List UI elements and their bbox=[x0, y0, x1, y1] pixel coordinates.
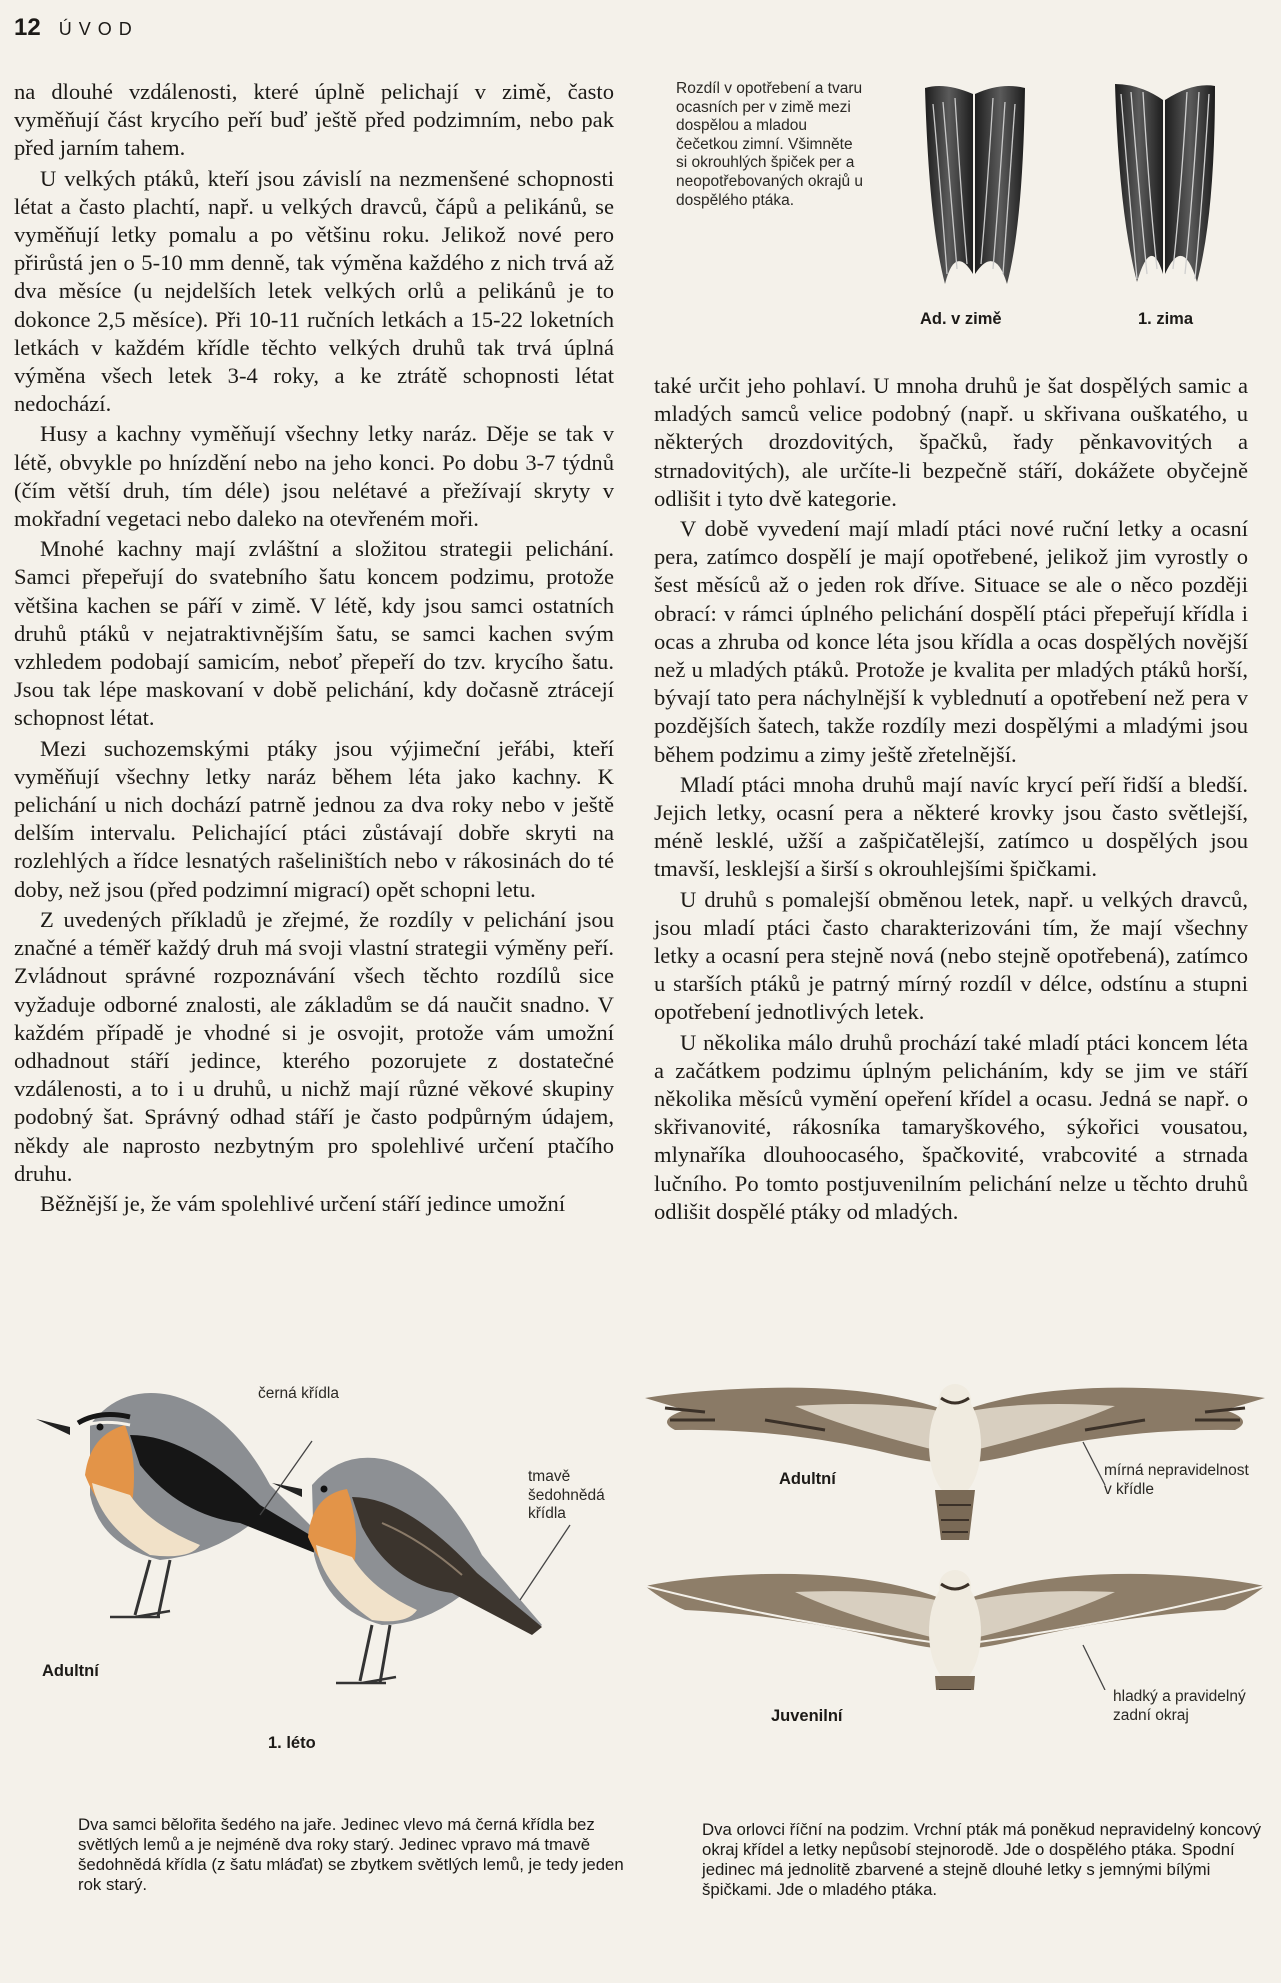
paragraph: Mnohé kachny mají zvláštní a složitou strategii pelichání. Samci přepeřují do svatebního šatu koncem podzimu, protože většina kachen se páří v zimě. V létě, kdy jsou samci ostatních druhů ptáků v nejatraktivnějším šatu, se samci kachen svým vzhledem podobají samicím, neboť přepeří do tzv. krycího šatu. Jsou tak lépe maskovaní v době pelichání, kdy dočasně ztrácejí schopnost létat. bbox=[14, 536, 614, 731]
wheatear-caption: Dva samci bělořita šedého na jaře. Jedinec vlevo má černá křídla bez světlých lemů a je nejméně dva roky starý. Jedinec vpravo má tmavě šedohnědá křídla (z šatu mláďat) se zbytkem světlých lemů, je tedy jeden rok starý. bbox=[78, 1815, 624, 1894]
paragraph: Z uvedených příkladů je zřejmé, že rozdíly v pelichání jsou značné a téměř každý druh má svoji vlastní strategii výměny peří. Zvládnout správné rozpoznávání všech těchto rozdílů sice vyžaduje odborné znalosti, ale základům se dá naučit snadno. V každém případě je vhodné si je osvojit, protože vám umožní odhadnout stáří jedince, kterého pozorujete z dostatečné vzdálenosti, a to i u druhů, u nichž mají různé věkové skupiny podobný šat. Správný odhad stáří je často podpůrným údajem, někdy ale naprosto nezbytným pro spolehlivé určení ptačího druhu. bbox=[14, 906, 614, 1186]
wheatear-note-black: černá křídla bbox=[258, 1385, 339, 1402]
young-wheatear-icon bbox=[272, 1458, 542, 1683]
wheatear-note-brown: tmavě šedohnědá křídla bbox=[528, 1468, 605, 1523]
wheatear-label-young: 1. léto bbox=[268, 1734, 316, 1752]
right-column bbox=[654, 372, 1248, 1228]
osprey-label-juv: Juvenilní bbox=[771, 1707, 843, 1725]
paragraph: Husy a kachny vyměňují všechny letky naráz. Děje se tak v létě, obvykle po hnízdění nebo na jeho konci. Po dobu 3-7 týdnů (čím větší druh, tím déle) jsou nelétavé a přežívají skryty v mokřadní vegetaci nebo daleko na otevřeném moři. bbox=[14, 421, 614, 532]
osprey-label-adult: Adultní bbox=[779, 1470, 836, 1488]
osprey-illustration bbox=[645, 1350, 1265, 1690]
juvenile-osprey-icon bbox=[645, 1570, 1265, 1690]
paragraph: také určit jeho pohlaví. U mnoha druhů je šat dospělých samic a mladých samců velice podobný (např. u skřivana ouškatého, u některých drozdovitých, špačků, řady pěnkavovitých a strnadovitých), ale určíte-li bezpečně stáří, dokážete obyčejně odlišit i tyto dvě kategorie. bbox=[654, 373, 1248, 511]
osprey-caption: Dva orlovci říční na podzim. Vrchní pták má poněkud nepravidelný koncový okraj křídel a letky nepůsobí stejnorodě. Jde o dospělého ptáka. Spodní jedinec má jednolitě zbarvené a stejně dlouhé letky s jemnými bílými špičkami. Jde o mladého ptáka. bbox=[702, 1820, 1262, 1899]
left-column bbox=[14, 78, 614, 1220]
paragraph: Mladí ptáci mnoha druhů mají navíc krycí peří řidší a bledší. Jejich letky, ocasní pera a některé krovky jsou často světlejší, méně lesklé, užší a zašpičatělejší, zatímco u dospělých jsou tmavší, lesklejší a širší s okrouhlejšími špičkami. bbox=[654, 771, 1248, 882]
paragraph: Běžnější je, že vám spolehlivé určení stáří jedince umožní bbox=[40, 1190, 566, 1216]
tail-figure-note: Rozdíl v opotřebení a tvaru ocasních per v zimě mezi dospělou a mladou čečetkou zimní. Všimněte si okrouhlých špiček per a neopotřebovaných okrajů u dospělého ptáka. bbox=[676, 80, 863, 209]
paragraph: U velkých ptáků, kteří jsou závislí na nezmenšené schopnosti létat a často plachtí, např. u velkých dravců, čápů a pelikánů, se vyměňují letky pomalu a po většinu roku. Jelikož nové pero přirůstá jen o 5-10 mm denně, tak výměna každého z nich trvá až dva měsíce (u nejdelších letek velkých orlů a pelikánů je to dokonce 2,5 měsíce). Při 10-11 ručních letkách a 15-22 loketních letkách v každém křídle těchto velkých druhů tak trvá úplná výměna všech letek 3-4 roky, a ke ztrátě schopnosti létat nedochází. bbox=[14, 165, 614, 417]
paragraph: U několika málo druhů prochází také mladí ptáci koncem léta a začátkem podzimu úplným pelicháním, kdy se jim ve stáří několika měsíců vymění opeření křídel a ocasu. Jedná se např. o skřivanovité, rákosníka tamaryškového, sýkořici vousatou, mlynaříka dlouhoocasého, špačkovité, vrabcovité a strnada lučního. Po tomto postjuvenilním pelichání nelze u těchto druhů odlišit dospělé ptáky od mladých. bbox=[654, 1029, 1248, 1224]
osprey-note-juv: hladký a pravidelný zadní okraj bbox=[1113, 1688, 1246, 1724]
tail-label-adult: Ad. v zimě bbox=[920, 310, 1002, 328]
wheatear-illustration bbox=[30, 1355, 630, 1695]
paragraph: na dlouhé vzdálenosti, které úplně pelichají v zimě, často vyměňují část krycího peří buď ještě před podzimním, nebo pak před jarním tahem. bbox=[14, 79, 614, 161]
running-head bbox=[14, 14, 139, 44]
paragraph: V době vyvedení mají mladí ptáci nové ruční letky a ocasní pera, zatímco dospělí je mají opotřebené, jelikož jim vyrostly o šest měsíců až o jeden rok dříve. Situace se ale o něco později obrací: v rámci úplného pelichání dospělí ptáci přepeřují křídla i ocas a zhruba od konce léta jsou křídla a ocas dospělých novější než u mladých ptáků. Protože je kvalita per mladých ptáků horší, bývají tato pera náchylnější k vyblednutí a opotřebení než pera v pozdějších šatech, takže rozdíly mezi dospělými a mladými jsou během podzimu a zimy ještě zřetelnější. bbox=[654, 516, 1248, 767]
osprey-note-adult: mírná nepravidelnost v křídle bbox=[1104, 1462, 1249, 1498]
young-tail-icon bbox=[1115, 84, 1215, 282]
adult-wheatear-icon bbox=[36, 1393, 330, 1617]
paragraph: Mezi suchozemskými ptáky jsou výjimeční jeřábi, kteří vyměňují všechny letky naráz během léta jako kachny. K pelichání u nich dochází patrně jednou za dva roky nebo v ještě delším intervalu. Pelichající ptáci zůstávají dobře skryti na rozlehlých a řídce lesnatých rašeliništích nebo v rákosinách do té doby, než jsou (před podzimní migrací) opět schopni letu. bbox=[14, 735, 614, 902]
tail-feathers-illustration bbox=[915, 74, 1235, 299]
wheatear-label-adult: Adultní bbox=[42, 1662, 99, 1680]
paragraph: U druhů s pomalejší obměnou letek, např. u velkých dravců, jsou mladí ptáci často charakterizováni tím, že mají všechny letky a ocasní pera stejně nová (nebo stejně opotřebená), zatímco u starších ptáků je patrný mírný rozdíl v délce, odstínu a stupni opotřebení jednotlivých letek. bbox=[654, 886, 1248, 1025]
tail-label-young: 1. zima bbox=[1138, 310, 1194, 328]
adult-tail-icon bbox=[925, 86, 1025, 284]
section-title: ÚVOD bbox=[58, 19, 139, 39]
page-number: 12 bbox=[14, 14, 41, 41]
